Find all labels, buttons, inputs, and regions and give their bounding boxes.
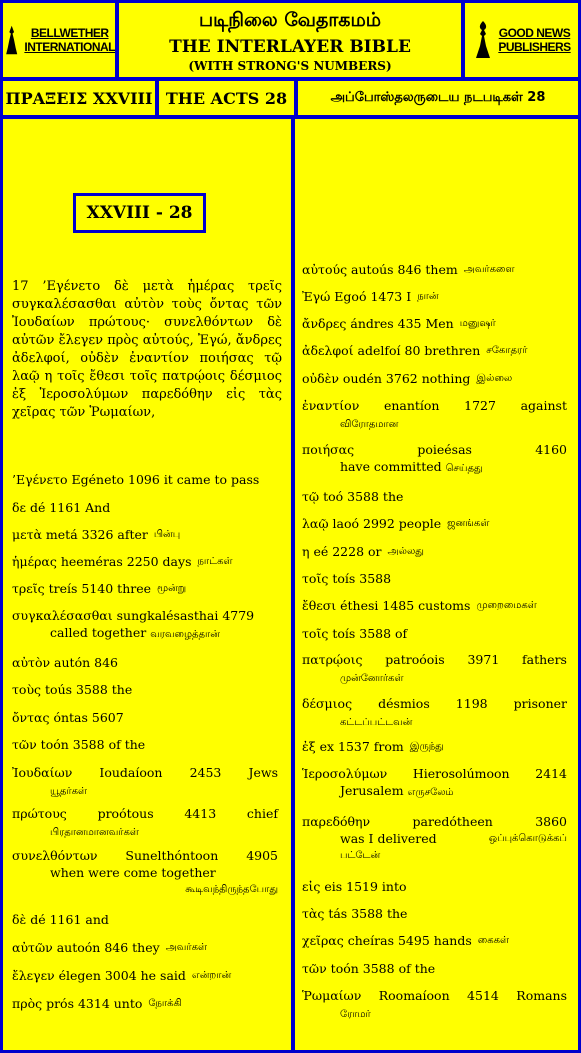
word-entry <box>302 695 567 731</box>
word-entry-part: οὐδὲν oudén 3762 nothing <box>302 371 471 386</box>
word-entry-part: against <box>520 398 567 413</box>
word-entry <box>12 911 278 928</box>
word-entry-part: poieésas <box>417 442 472 457</box>
tamil-gloss: பட்டேன் <box>340 850 381 861</box>
chapter-label: XXVIII - 28 <box>73 193 206 233</box>
word-entry-line <box>12 911 278 928</box>
tamil-gloss: அவர்களை <box>463 264 515 275</box>
word-entry-part: Ἰουδαίων <box>12 765 73 780</box>
english-gloss: have committed <box>340 459 446 474</box>
tamil-gloss: கட்டப்பட்டவன் <box>340 717 413 728</box>
word-entry <box>302 315 567 332</box>
word-entry-line <box>302 625 567 642</box>
word-entry-part: πρώτους <box>12 806 67 821</box>
word-entry-line <box>12 553 278 570</box>
word-entry <box>12 764 278 800</box>
tamil-gloss: வரவழைத்தான் <box>150 629 220 640</box>
english-gloss: was I delivered <box>340 831 437 846</box>
word-entry <box>302 288 567 305</box>
tamil-gloss: முறைமைகள் <box>476 600 537 611</box>
word-entry-part: prisoner <box>513 696 567 711</box>
word-entry-continuation <box>302 458 567 477</box>
word-entry-part: 4160 <box>535 442 567 457</box>
english-gloss: Jerusalem <box>340 783 408 798</box>
word-entry <box>12 709 278 726</box>
word-entry-continuation <box>302 830 567 847</box>
word-entry-part: Hierosolúmoon <box>412 766 510 781</box>
word-entry-part: πρὸς prós 4314 unto <box>12 996 143 1011</box>
word-entry-part: proótous <box>97 806 154 821</box>
word-entry-part: μετὰ metá 3326 after <box>12 527 148 542</box>
word-entry <box>302 765 567 801</box>
word-entry <box>12 654 278 671</box>
word-entry <box>302 987 567 1023</box>
word-entry-line <box>12 709 278 726</box>
word-entry-line <box>302 543 567 560</box>
tamil-book-title: அப்போஸ்தலருடைய நடபடிகள் 28 <box>295 78 581 118</box>
good-news-logo-text <box>498 26 570 54</box>
word-entry-line <box>302 261 567 278</box>
greek-book-title: ΠΡΑΞΕΙΣ XXVIII <box>0 78 158 118</box>
word-entry-line <box>12 580 278 597</box>
word-entry-part: paredótheen <box>412 814 493 829</box>
word-entry-part: ποιήσας <box>302 442 355 457</box>
word-entry <box>302 515 567 532</box>
word-entry-continuation <box>12 781 278 800</box>
tamil-gloss: மூன்று <box>157 583 187 594</box>
word-entry <box>302 597 567 614</box>
word-entry-line <box>302 397 567 414</box>
word-entry-continuation <box>302 782 567 801</box>
word-entry-part: συγκαλέσασθαι sungkalésasthai 4779 <box>12 608 255 623</box>
word-entry <box>12 847 278 898</box>
word-entry <box>302 738 567 755</box>
word-entry-line <box>302 441 567 458</box>
tamil-gloss: அல்லது <box>387 546 424 557</box>
word-entry-part: Ῥωμαίων <box>302 988 362 1003</box>
word-entry <box>12 681 278 698</box>
word-entry-part: Roomaíoon <box>378 988 450 1003</box>
word-entry-part: τοῖς toís 3588 of <box>302 626 408 641</box>
tamil-gloss: ரோமர் <box>340 1009 371 1020</box>
word-entry-line <box>12 607 278 624</box>
tamil-gloss: யூதர்கள் <box>50 786 88 797</box>
word-entry-line <box>302 370 567 387</box>
word-entry-line <box>302 288 567 305</box>
word-entry-line <box>302 905 567 922</box>
tamil-gloss: நான் <box>417 291 439 302</box>
tamil-gloss: நோக்கி <box>148 998 182 1009</box>
word-entry-continuation <box>302 668 567 687</box>
word-entry <box>12 805 278 841</box>
word-entry-line <box>12 736 278 753</box>
tamil-gloss: அவர்கள் <box>165 942 208 953</box>
word-entry-line <box>12 847 278 864</box>
word-entry-part: τὰς tás 3588 the <box>302 906 408 921</box>
word-entry-part: ἡμέρας heeméras 2250 days <box>12 554 192 569</box>
tamil-gloss: கைகள் <box>477 935 510 946</box>
tamil-gloss: கூடிவந்திருந்தபோது <box>185 884 278 895</box>
word-entry-part: ἔλεγεν élegen 3004 he said <box>12 968 186 983</box>
title-tamil: படிநிலை வேதாகமம் <box>198 9 382 31</box>
word-entry <box>302 488 567 505</box>
english-book-title: THE ACTS 28 <box>156 78 297 118</box>
word-entry-part: chief <box>246 806 278 821</box>
torch-icon <box>472 20 494 60</box>
word-entry-part: ἐξ ex 1537 from <box>302 739 404 754</box>
word-entry-part: τῶν toón 3588 of the <box>302 961 436 976</box>
english-gloss: when were come together <box>50 865 216 880</box>
word-entry-part: ὄντας óntas 5607 <box>12 710 124 725</box>
word-entry-part: αὐτῶν autoón 846 they <box>12 940 160 955</box>
word-entry <box>302 625 567 642</box>
word-entry-part: δε dé 1161 And <box>12 500 111 515</box>
verse-text: 17 ’Εγένετο δὲ μετὰ ἡμέρας τρεῖς συγκαλέσασθαι αὐτὸν τοὺς ὄντας τῶν Ἰουδαίων πρώτους· συνελθόντων δὲ αὐτῶν ἔλεγεν πρὸς αὐτούς, Ἐγώ, ἄνδρες ἀδελφοί, οὐδὲν ἐναντίον ποιήσας τῷ λαῷ η τοῖς ἔθεσι τοῖς πατρῴοις δέσμιος ἐξ Ἱεροσολύμων παρεδόθην εἰς τὰς χεῖρας τῶν Ῥωμαίων, <box>12 279 282 420</box>
tamil-gloss: சகோதரர் <box>486 345 528 356</box>
word-entry-part: τρεῖς treís 5140 three <box>12 581 152 596</box>
good-news-logo <box>462 0 581 80</box>
word-entry <box>302 261 567 278</box>
word-entry-line <box>302 651 567 668</box>
word-entry-line <box>12 471 278 488</box>
word-entry-part: εἰς eis 1519 into <box>302 879 407 894</box>
english-gloss: called together <box>50 625 151 640</box>
word-entry-part: τῷ toó 3588 the <box>302 489 404 504</box>
word-entry-continuation <box>12 864 278 895</box>
logo-line: BELLWETHER <box>30 26 109 40</box>
word-entry-line <box>302 987 567 1004</box>
tamil-gloss: நாட்கள் <box>197 556 233 567</box>
word-entry <box>302 570 567 587</box>
bellwether-logo-text <box>24 26 115 54</box>
word-entry-part: 1727 <box>464 398 496 413</box>
word-entry-part: Jews <box>248 765 278 780</box>
word-entry <box>12 471 278 488</box>
tamil-gloss: மனுஷர் <box>459 318 496 329</box>
word-entry <box>302 370 567 387</box>
word-entry-part: enantíon <box>383 398 440 413</box>
word-entry <box>12 607 278 643</box>
word-entry-part: αὐτούς autoús 846 them <box>302 262 458 277</box>
bellwether-logo <box>0 0 118 80</box>
title-block <box>116 0 464 80</box>
word-entry-continuation <box>302 1004 567 1023</box>
word-entry-part: τοὺς toús 3588 the <box>12 682 133 697</box>
word-entry-part: 4905 <box>246 848 278 863</box>
word-entry-continuation <box>12 822 278 841</box>
tamil-gloss: பிரதானமானவர்கள் <box>50 827 139 838</box>
word-entry-line <box>12 939 278 956</box>
word-entry-line <box>302 878 567 895</box>
tamil-gloss: முன்னோர்கள் <box>340 673 404 684</box>
word-entry-line <box>302 342 567 359</box>
tamil-gloss: என்றான் <box>191 970 232 981</box>
lamp-icon <box>3 20 20 60</box>
tamil-gloss: விரோதமான <box>340 419 399 430</box>
word-entry-part: ἐναντίον <box>302 398 360 413</box>
word-entry-line <box>302 765 567 782</box>
word-entry-part: 4413 <box>184 806 217 821</box>
word-entry <box>302 960 567 977</box>
word-entry-line <box>12 995 278 1012</box>
word-entry-part: δὲ dé 1161 and <box>12 912 109 927</box>
logo-line: PUBLISHERS <box>498 40 571 54</box>
word-entry-continuation <box>12 624 278 643</box>
word-entry-part: τοῖς toís 3588 <box>302 571 392 586</box>
word-entry-part: δέσμιος <box>302 696 353 711</box>
word-entry-continuation <box>302 712 567 731</box>
word-entry <box>12 736 278 753</box>
word-entry <box>302 342 567 359</box>
word-entry <box>302 651 567 687</box>
word-entry-part: Ioudaíoon <box>99 765 163 780</box>
word-entry <box>302 905 567 922</box>
word-entry-line <box>12 764 278 781</box>
logo-line: INTERNATIONAL <box>24 40 115 54</box>
word-entry-line <box>302 738 567 755</box>
word-entry <box>302 932 567 949</box>
word-entry-part: 1198 <box>455 696 488 711</box>
tamil-gloss: எருசலேம் <box>407 787 454 798</box>
word-entry-part: αὐτὸν autón 846 <box>12 655 118 670</box>
word-entry-line <box>12 967 278 984</box>
word-entry <box>12 526 278 543</box>
tamil-gloss: ஜனங்கள் <box>447 518 490 529</box>
tamil-gloss: பின்பு <box>153 529 181 540</box>
word-entry-part: τῶν toón 3588 of the <box>12 737 146 752</box>
word-entry-part: 3860 <box>535 814 567 829</box>
word-entry-part: πατρῴοις <box>302 652 363 667</box>
word-entry-part: λαῷ laoó 2992 people <box>302 516 442 531</box>
word-entry-part: ἔθεσι éthesi 1485 customs <box>302 598 471 613</box>
word-entry-part: η eé 2228 or <box>302 544 382 559</box>
word-entry <box>12 499 278 516</box>
word-entry-line <box>302 315 567 332</box>
word-entry <box>302 813 567 864</box>
word-entry <box>302 878 567 895</box>
word-entry-line <box>302 570 567 587</box>
word-entry-line <box>12 654 278 671</box>
word-entry-part: 2414 <box>535 766 567 781</box>
word-entry-part: Ἐγώ Egoó 1473 I <box>302 289 412 304</box>
word-entry <box>12 580 278 597</box>
word-entry-line <box>302 515 567 532</box>
tamil-gloss: இருந்து <box>409 741 444 752</box>
word-entry-line <box>12 805 278 822</box>
word-entry-part: Romans <box>516 988 567 1003</box>
word-entry-line <box>12 526 278 543</box>
subtitle: (WITH STRONG'S NUMBERS) <box>188 59 392 73</box>
word-entry-part: 4514 <box>467 988 499 1003</box>
word-entry-line <box>12 681 278 698</box>
word-entry-part: désmios <box>378 696 430 711</box>
logo-line: GOOD NEWS <box>498 26 571 40</box>
word-entry-part: συνελθόντων <box>12 848 98 863</box>
word-entry-line <box>302 695 567 712</box>
word-entry <box>302 543 567 560</box>
tamil-gloss: ஒப்புக்கொடுக்கப் <box>488 833 567 844</box>
word-entry-part: fathers <box>522 652 567 667</box>
tamil-gloss: செய்தது <box>445 463 483 474</box>
word-entry-line <box>302 813 567 830</box>
word-entry-line <box>302 488 567 505</box>
tamil-gloss: இல்லை <box>476 373 513 384</box>
word-entry <box>12 939 278 956</box>
word-entry-part: Ἱεροσολύμων <box>302 766 388 781</box>
word-entry-part: ’Εγένετο Egéneto 1096 it came to pass <box>12 472 260 487</box>
word-entry-line <box>302 932 567 949</box>
word-entry <box>12 967 278 984</box>
word-entry <box>302 397 567 433</box>
word-entry-part: ἄνδρες ándres 435 Men <box>302 316 454 331</box>
word-entry-continuation <box>302 414 567 433</box>
word-entry-part: χεῖρας cheíras 5495 hands <box>302 933 472 948</box>
word-entry-part: 3971 <box>467 652 500 667</box>
word-entry <box>12 553 278 570</box>
word-entry-line <box>12 499 278 516</box>
word-entry-part: Sunelthóntoon <box>125 848 219 863</box>
word-entry-line <box>302 960 567 977</box>
title-english: THE INTERLAYER BIBLE <box>169 37 411 57</box>
word-entry-part: παρεδόθην <box>302 814 371 829</box>
word-entry <box>302 441 567 477</box>
word-entry-part: 2453 <box>189 765 222 780</box>
word-entry-line <box>302 597 567 614</box>
word-entry-part: patroóois <box>385 652 445 667</box>
word-entry <box>12 995 278 1012</box>
word-entry-part: ἀδελφοί adelfoí 80 brethren <box>302 343 481 358</box>
